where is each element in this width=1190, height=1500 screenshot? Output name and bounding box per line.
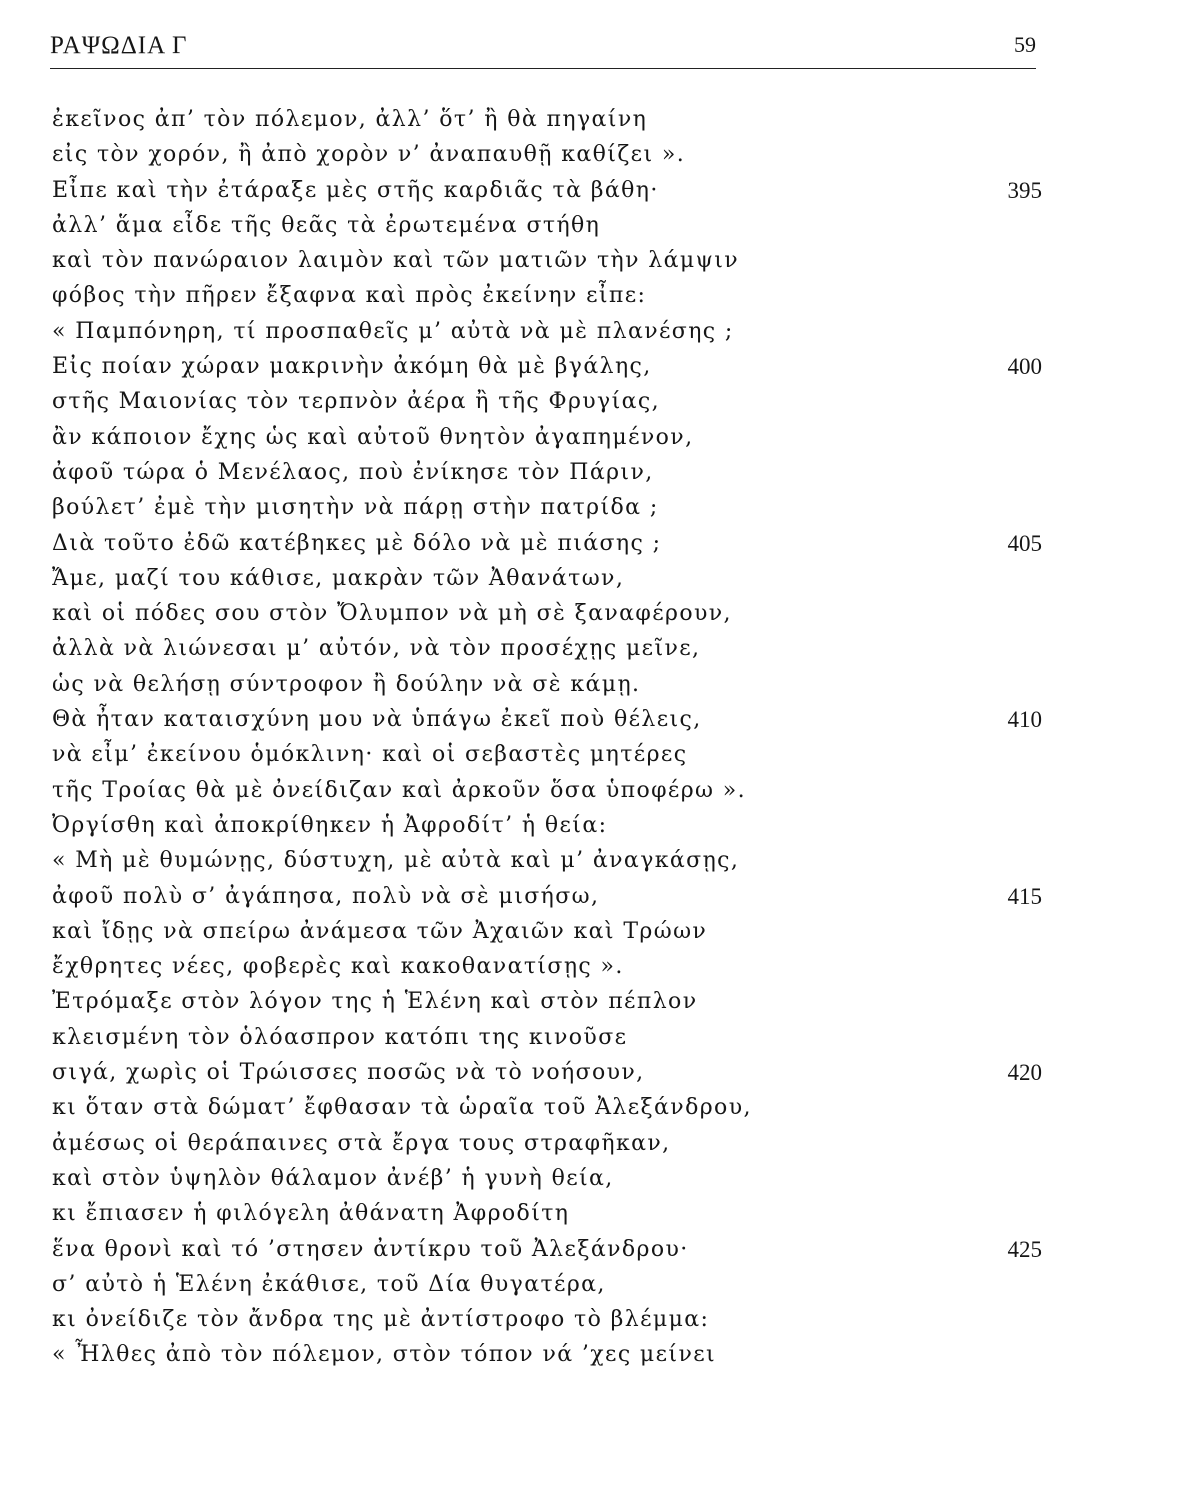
page-number: 59	[1014, 32, 1036, 57]
verse-text: καὶ ἴδῃς νὰ σπείρω ἀνάμεσα τῶν Ἀχαιῶν καὶ Τρώων	[52, 918, 708, 944]
verse-text: Ὀργίσθη καὶ ἀποκρίθηκεν ἡ Ἀφροδίτ’ ἡ θεία:	[52, 812, 608, 838]
verse-line	[52, 808, 1042, 843]
verse-text: Εἶπε καὶ τὴν ἐτάραξε μὲς στῆς καρδιᾶς τὰ βάθη·	[52, 177, 659, 203]
verse-text: ἕνα θρονὶ καὶ τό ’στησεν ἀντίκρυ τοῦ Ἀλεξάνδρου·	[52, 1236, 689, 1262]
verse-line	[52, 773, 1042, 808]
verse-text: Εἰς ποίαν χώραν μακρινὴν ἀκόμη θὰ μὲ βγάλης,	[52, 354, 652, 380]
verse-line	[52, 1161, 1042, 1196]
verse-text: « Παμπόνηρη, τί προσπαθεῖς μ’ αὐτὰ νὰ μὲ πλανέσης ;	[52, 318, 734, 344]
verse-text: Ἐτρόμαξε στὸν λόγον της ἡ Ἑλένη καὶ στὸν πέπλον	[52, 989, 698, 1015]
verse-line	[52, 737, 1042, 772]
verse-text: ἀμέσως οἱ θεράπαινες στὰ ἔργα τους στραφῆκαν,	[52, 1130, 671, 1156]
verse-line	[52, 879, 1042, 914]
verse-line	[52, 278, 1042, 313]
verse-text: ἀφοῦ τώρα ὁ Μενέλαος, ποὺ ἐνίκησε τὸν Πάριν,	[52, 459, 654, 485]
verse-text: σ’ αὐτὸ ἡ Ἑλένη ἐκάθισε, τοῦ Δία θυγατέρα,	[52, 1271, 606, 1297]
verse-line	[52, 984, 1042, 1019]
verse-text: ἀλλὰ νὰ λιώνεσαι μ’ αὐτόν, νὰ τὸν προσέχῃς μεῖνε,	[52, 636, 701, 662]
header-rule	[50, 68, 1036, 69]
line-number: 395	[1007, 177, 1042, 203]
chapter-title: ΡΑΨΩΔΙΑ Γ	[50, 32, 188, 59]
verse-text: βούλετ’ ἐμὲ τὴν μισητὴν νὰ πάρῃ στὴν πατρίδα ;	[52, 495, 659, 521]
verse-line	[52, 949, 1042, 984]
verse-line	[52, 1020, 1042, 1055]
verse-text: ἀφοῦ πολὺ σ’ ἀγάπησα, πολὺ νὰ σὲ μισήσω,	[52, 883, 600, 909]
verse-line	[52, 561, 1042, 596]
verse-text: φόβος τὴν πῆρεν ἔξαφνα καὶ πρὸς ἐκείνην εἶπε:	[52, 283, 647, 309]
verse-line	[52, 173, 1042, 208]
line-number: 410	[1007, 707, 1042, 733]
line-number: 405	[1007, 530, 1042, 556]
verse-line	[52, 102, 1042, 137]
verse-line	[52, 702, 1042, 737]
verse-line	[52, 1126, 1042, 1161]
verse-block	[52, 102, 1042, 1373]
verse-text: τῆς Τροίας θὰ μὲ ὀνείδιζαν καὶ ἀρκοῦν ὅσα ὑποφέρω ».	[52, 777, 747, 803]
verse-text: Θὰ ἦταν καταισχύνη μου νὰ ὑπάγω ἐκεῖ ποὺ θέλεις,	[52, 707, 702, 733]
verse-text: Ἄμε, μαζί του κάθισε, μακρὰν τῶν Ἀθανάτων,	[52, 565, 625, 591]
verse-line	[52, 1090, 1042, 1125]
verse-line	[52, 314, 1042, 349]
verse-text: ἂν κάποιον ἔχης ὡς καὶ αὐτοῦ θνητὸν ἀγαπημένον,	[52, 424, 694, 450]
verse-line	[52, 1232, 1042, 1267]
verse-text: στῆς Μαιονίας τὸν τερπνὸν ἀέρα ἢ τῆς Φρυγίας,	[52, 389, 661, 415]
line-number: 415	[1007, 883, 1042, 909]
verse-line	[52, 1196, 1042, 1231]
verse-line	[52, 243, 1042, 278]
line-number: 400	[1007, 354, 1042, 380]
verse-text: σιγά, χωρὶς οἱ Τρώισσες ποσῶς νὰ τὸ νοήσουν,	[52, 1060, 645, 1086]
verse-text: κι ἔπιασεν ἡ φιλόγελη ἀθάνατη Ἀφροδίτη	[52, 1201, 570, 1227]
verse-text: κι ὀνείδιζε τὸν ἄνδρα της μὲ ἀντίστροφο τὸ βλέμμα:	[52, 1307, 710, 1333]
verse-line	[52, 596, 1042, 631]
verse-text: εἰς τὸν χορόν, ἢ ἀπὸ χορὸν ν’ ἀναπαυθῇ καθίζει ».	[52, 142, 686, 168]
verse-text: καὶ τὸν πανώραιον λαιμὸν καὶ τῶν ματιῶν τὴν λάμψιν	[52, 248, 740, 274]
verse-text: καὶ οἱ πόδες σου στὸν Ὄλυμπον νὰ μὴ σὲ ξαναφέρουν,	[52, 601, 732, 627]
verse-line	[52, 384, 1042, 419]
verse-text: ἐκεῖνος ἀπ’ τὸν πόλεμον, ἀλλ’ ὅτ’ ἢ θὰ πηγαίνη	[52, 107, 648, 132]
verse-text: « Ἦλθες ἀπὸ τὸν πόλεμον, στὸν τόπον νά ’χες μείνει	[52, 1342, 717, 1368]
line-number: 425	[1007, 1236, 1042, 1262]
verse-line	[52, 1055, 1042, 1090]
verse-line	[52, 914, 1042, 949]
verse-line	[52, 843, 1042, 878]
verse-text: Διὰ τοῦτο ἐδῶ κατέβηκες μὲ δόλο νὰ μὲ πιάσης ;	[52, 530, 662, 556]
verse-line	[52, 349, 1042, 384]
verse-line	[52, 631, 1042, 666]
verse-line	[52, 455, 1042, 490]
verse-line	[52, 208, 1042, 243]
verse-line	[52, 526, 1042, 561]
verse-line	[52, 1267, 1042, 1302]
verse-text: « Μὴ μὲ θυμώνῃς, δύστυχη, μὲ αὐτὰ καὶ μ’ ἀναγκάσῃς,	[52, 848, 740, 874]
verse-line	[52, 1302, 1042, 1337]
verse-line	[52, 490, 1042, 525]
line-number: 420	[1007, 1060, 1042, 1086]
running-header	[50, 28, 1036, 70]
verse-text: καὶ στὸν ὑψηλὸν θάλαμον ἀνέβ’ ἡ γυνὴ θεία,	[52, 1165, 614, 1191]
verse-line	[52, 137, 1042, 172]
verse-text: ἔχθρητες νέες, φοβερὲς καὶ κακοθανατίσῃς ».	[52, 954, 624, 980]
verse-text: κι ὅταν στὰ δώματ’ ἔφθασαν τὰ ὡραῖα τοῦ Ἀλεξάνδρου,	[52, 1095, 752, 1121]
verse-text: νὰ εἶμ’ ἐκείνου ὁμόκλινη· καὶ οἱ σεβαστὲς μητέρες	[52, 742, 688, 768]
verse-line	[52, 667, 1042, 702]
verse-line	[52, 420, 1042, 455]
verse-text: ὡς νὰ θελήσῃ σύντροφον ἢ δούλην νὰ σὲ κάμῃ.	[52, 671, 641, 697]
verse-line	[52, 1337, 1042, 1372]
verse-text: ἀλλ’ ἅμα εἶδε τῆς θεᾶς τὰ ἐρωτεμένα στήθη	[52, 212, 601, 238]
verse-text: κλεισμένη τὸν ὁλόασπρον κατόπι της κινοῦσε	[52, 1024, 628, 1050]
